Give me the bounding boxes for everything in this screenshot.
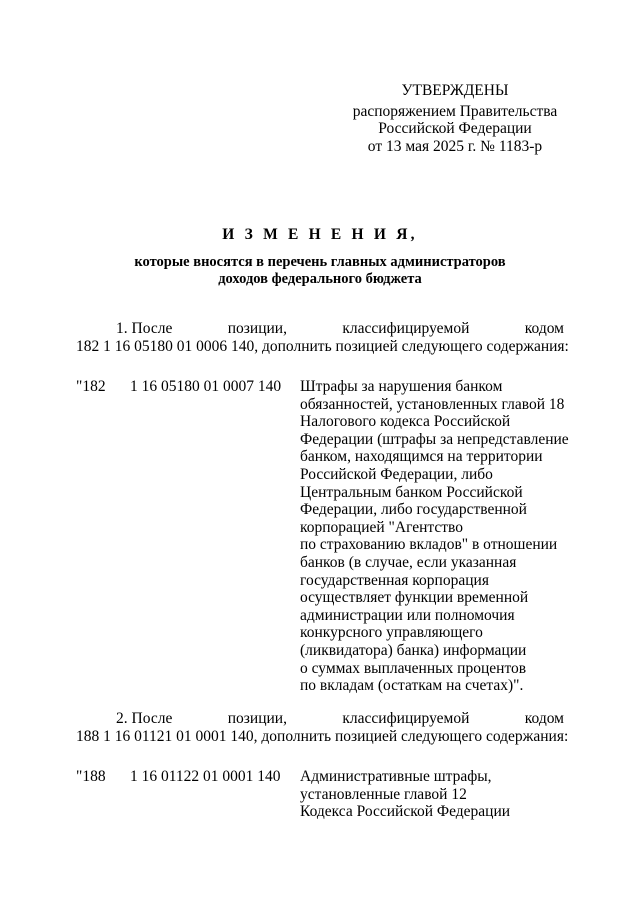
description-line: Центральным банком Российской: [300, 483, 523, 501]
income-description: [300, 378, 580, 695]
paragraph-2-first-line: [76, 710, 564, 728]
description-line: по вкладам (остаткам на счетах)".: [300, 677, 524, 695]
approval-stamp: [330, 82, 580, 155]
description-line: о суммах выплаченных процентов: [300, 659, 527, 677]
description-line: конкурсного управляющего: [300, 624, 483, 642]
description-line: Штрафы за нарушения банком: [300, 378, 503, 395]
income-code: 1 16 01122 01 0001 140: [130, 768, 281, 785]
paragraph-1-second-line: 182 1 16 05180 01 0006 140, дополнить позицией следующего содержания:: [76, 337, 569, 355]
description-line: осуществляет функции временной: [300, 589, 529, 607]
approval-line-2: Российской Федерации: [378, 120, 532, 138]
description-line: администрации или полномочия: [300, 606, 515, 624]
paragraph-2: [76, 710, 569, 745]
description-line: Административные штрафы,: [300, 768, 492, 785]
description-line: Федерации (штрафы за непредставление: [300, 430, 569, 448]
title-line-2: доходов федерального бюджета: [218, 271, 422, 288]
description-line: Российской Федерации, либо: [300, 465, 493, 483]
description-line: обязанностей, установленных главой 18: [300, 395, 565, 413]
description-line: банков (в случае, если указанная: [300, 553, 517, 571]
paragraph-2-second-line: 188 1 16 01121 01 0001 140, дополнить позицией следующего содержания:: [76, 727, 569, 745]
description-line: установленные главой 12: [300, 785, 467, 803]
paragraph-word: кодом: [524, 320, 564, 337]
paragraph-word: позиции,: [227, 710, 287, 727]
approval-line-1: распоряжением Правительства: [352, 102, 558, 120]
description-line: по страхованию вкладов" в отношении: [300, 536, 558, 554]
admin-code: "188: [76, 768, 106, 785]
paragraph-word: классифицируемой: [342, 710, 470, 727]
approval-heading: УТВЕРЖДЕНЫ: [401, 82, 509, 99]
description-line: корпорацией "Агентство: [300, 518, 463, 536]
description-line: банком, находящимся на территории: [300, 448, 543, 466]
title-heading: И З М Е Н Е Н И Я,: [222, 226, 418, 243]
paragraph-1-first-line: [76, 320, 564, 338]
income-code: 1 16 05180 01 0007 140: [130, 378, 282, 395]
description-line: (ликвидатора) банка) информации: [300, 641, 527, 659]
paragraph-word: 2. После: [116, 710, 173, 727]
title-line-1: которые вносятся в перечень главных администраторов: [134, 253, 506, 270]
paragraph-word: позиции,: [227, 320, 287, 337]
description-line: Федерации, либо государственной: [300, 501, 527, 519]
paragraph-word: 1. После: [116, 320, 173, 337]
description-line: Налогового кодекса Российской: [300, 413, 511, 431]
admin-code: "182: [76, 378, 106, 395]
income-description: [300, 768, 580, 821]
paragraph-word: классифицируемой: [342, 320, 470, 337]
paragraph-word: кодом: [524, 710, 564, 727]
description-line: Кодекса Российской Федерации: [300, 803, 511, 821]
document-title: [60, 226, 580, 289]
description-line: государственная корпорация: [300, 571, 489, 589]
approval-line-3: от 13 мая 2025 г. № 1183-р: [367, 137, 543, 155]
paragraph-1: [76, 320, 569, 355]
